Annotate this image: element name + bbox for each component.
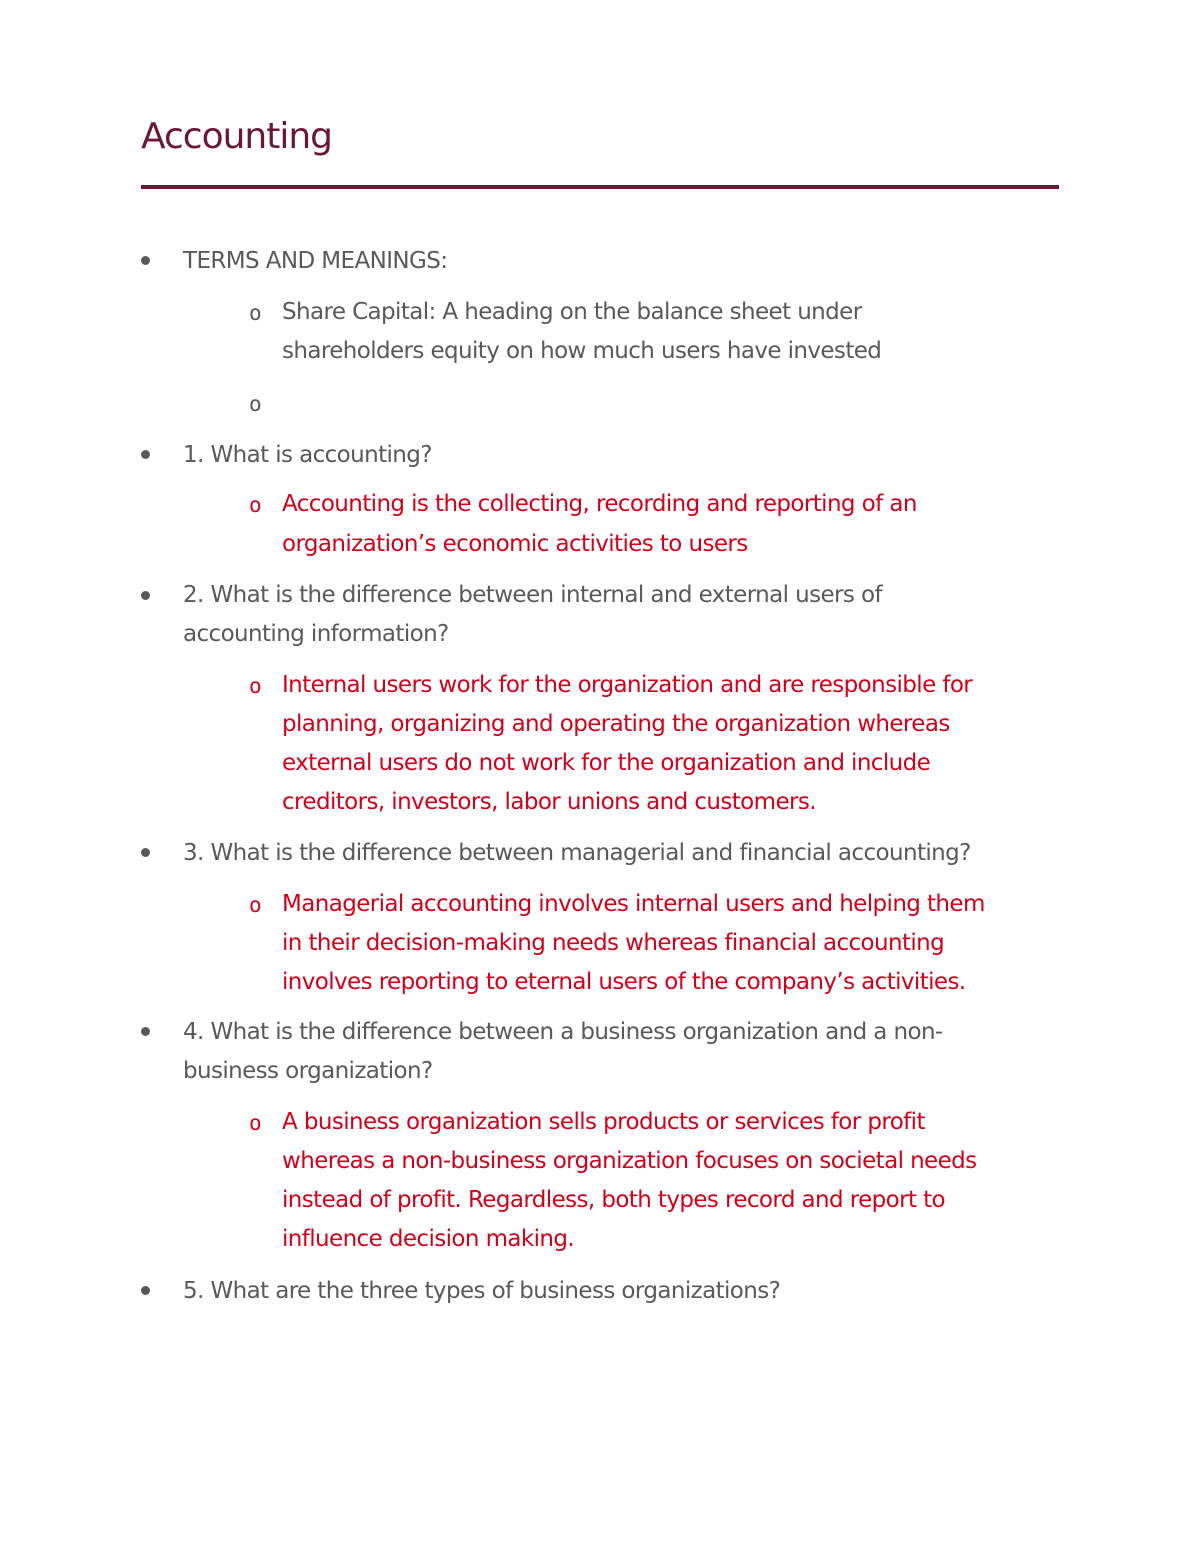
bullet-icon — [141, 591, 150, 600]
bullet-icon — [141, 450, 150, 459]
answer-2-line: planning, organizing and operating the organization whereas — [282, 711, 950, 737]
answer-1-line: Accounting is the collecting, recording and reporting of an — [282, 491, 917, 517]
answer-4-line: whereas a non-business organization focuses on societal needs — [282, 1148, 977, 1174]
question-2-line: 2. What is the difference between internal and external users of — [183, 582, 882, 608]
list-item-terms-heading: TERMS AND MEANINGS: — [183, 248, 448, 274]
page-title: Accounting — [141, 116, 333, 157]
answer-4-line: instead of profit. Regardless, both types record and report to — [282, 1187, 945, 1213]
question-1: 1. What is accounting? — [183, 442, 432, 468]
answer-2-line: external users do not work for the organization and include — [282, 750, 931, 776]
answer-4-line: influence decision making. — [282, 1226, 575, 1252]
term-line: shareholders equity on how much users have invested — [282, 338, 882, 364]
question-4-line: 4. What is the difference between a business organization and a non- — [183, 1019, 943, 1045]
answer-3-line: involves reporting to eternal users of the company’s activities. — [282, 969, 966, 995]
answer-3-line: Managerial accounting involves internal users and helping them — [282, 891, 985, 917]
answer-2-line: Internal users work for the organization and are responsible for — [282, 672, 973, 698]
circle-bullet-icon: o — [249, 493, 262, 517]
circle-bullet-icon: o — [249, 392, 262, 416]
circle-bullet-icon: o — [249, 301, 262, 325]
answer-2-line: creditors, investors, labor unions and customers. — [282, 789, 816, 815]
circle-bullet-icon: o — [249, 1111, 262, 1135]
title-underline — [141, 185, 1059, 189]
answer-1-line: organization’s economic activities to users — [282, 531, 748, 557]
bullet-icon — [141, 1027, 150, 1036]
answer-4-line: A business organization sells products or services for profit — [282, 1109, 925, 1135]
term-line: Share Capital: A heading on the balance sheet under — [282, 299, 862, 325]
answer-3-line: in their decision-making needs whereas financial accounting — [282, 930, 945, 956]
circle-bullet-icon: o — [249, 674, 262, 698]
circle-bullet-icon: o — [249, 893, 262, 917]
question-4-line: business organization? — [183, 1058, 433, 1084]
bullet-icon — [141, 1286, 150, 1295]
question-5: 5. What are the three types of business organizations? — [183, 1278, 781, 1304]
bullet-icon — [141, 256, 150, 265]
question-3: 3. What is the difference between managerial and financial accounting? — [183, 840, 971, 866]
question-2-line: accounting information? — [183, 621, 449, 647]
bullet-icon — [141, 848, 150, 857]
